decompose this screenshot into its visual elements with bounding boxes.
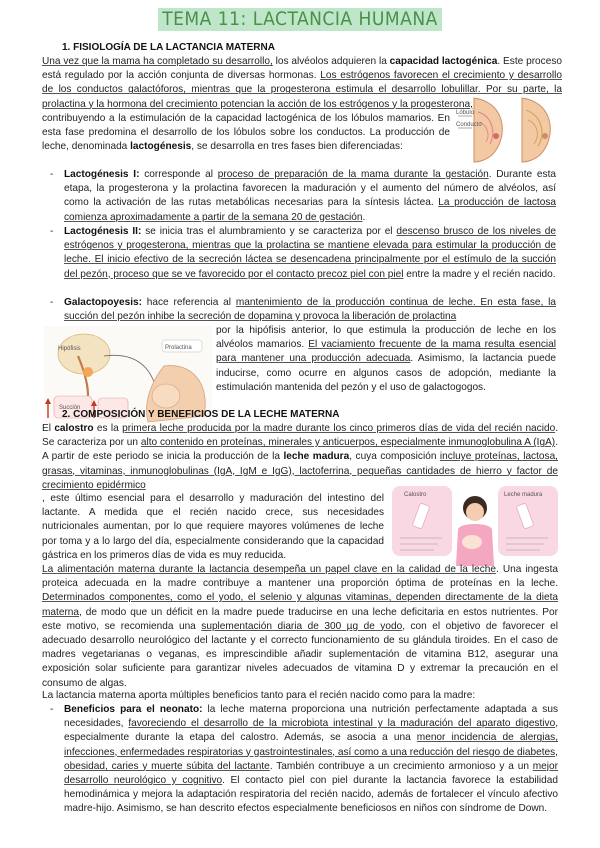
section-2-paragraph-1-bottom: , este último esencial para el desarrollo y maduración del intestino del lactante. A medida que el recién nacido crece, sus necesidades nutricionales aumentan, por lo que requiere mayores volúmenes de leche por toma y a lo largo del día, especialmente considerando que la capacidad gástrica en los primeros días de vida es muy reducida. <box>42 493 384 561</box>
list-dash: - <box>50 704 54 715</box>
list-item-lactogenesis-2: Lactogénesis II: se inicia tras el alumbramiento y se caracteriza por el descenso brusco de los niveles de estrógenos y progesterona, mientras que la prolactina se mantiene elevada para estimular la producción de leche. El inicio efectivo de la secreción láctea se desencadena principalmente por el estímulo de la succión del pezón, proceso que se ve favorecido por el contacto precoz piel con piel entre la madre y el recién nacido. <box>64 226 556 280</box>
list-item-lactogenesis-1: Lactogénesis I: corresponde al proceso de preparación de la mama durante la gestación. Durante esta etapa, la progesterona y la prolactina favorecen la maduración y el aumento del número de alvéolos, así como la activación de las rutas metabólicas necesarias para la síntesis láctea. La producción de lactosa comienza aproximadamente a partir de la semana 20 de gestación. <box>64 169 557 223</box>
breast-anatomy-illustration <box>456 92 562 166</box>
list-dash: - <box>50 226 54 237</box>
figure-label-succion: Succión <box>59 405 81 411</box>
figure-label-leche-madura: Leche madura <box>504 492 543 498</box>
section-2-paragraph-2: La alimentación materna durante la lactancia desempeña un papel clave en la calidad de la leche. Una ingesta proteica adecuada en la madre contribuye a mantener una proporción óptima de proteínas en la leche. Determinados componentes, como el yodo, el selenio y algunas vitaminas, dependen directamente de la dieta materna, de modo que un déficit en la madre puede traducirse en una leche deficitaria en estos nutrientes. Por este motivo, se recomienda una suplementación diaria de 300 µg de yodo, con el objetivo de favorecer el adecuado desarrollo neurológico del lactante y el correcto funcionamiento de su glándula tiroides. En el caso de madres vegetarianas o veganas, es imprescindible añadir suplementación de vitamina B12, asegurar una exposición solar suficiente para garantizar niveles adecuados de vitamina D y extremar la precaución en el consumo de algas. <box>42 564 558 689</box>
list-item-galactopoyesis-top: Galactopoyesis: hace referencia al mantenimiento de la producción continua de leche. En esta fase, la succión del pezón inhibe la secreción de dopamina y provoca la liberación de prolactina <box>64 297 556 323</box>
breast-anatomy-figure <box>456 92 562 166</box>
figure-label-conducto: Conducto <box>456 122 482 128</box>
list-dash: - <box>50 297 54 308</box>
intro-hormones-text: Los estrógenos favorecen el crecimiento y desarrollo de los conductos galactóforos, mientras que la progesterona estimula el desarrollo lobulillar. Por su parte, la prolactina y la hormona del crecimiento potencian la acción de los estrógenos y la progesterona, <box>42 70 562 110</box>
list-item-galactopoyesis-bottom: por la hipófisis anterior, lo que estimula la producción de leche en los alvéolos mamarios. El vaciamiento frecuente de la mama resulta esencial para mantener una producción adecuada. Asimismo, la lactancia puede inducirse, como ocurre en algunos casos de adopción, mediante la estimulación mantenida del pezón y el uso de galactogogos. <box>216 325 556 393</box>
section-2-heading: 2. COMPOSICIÓN Y BENEFICIOS DE LA LECHE MATERNA <box>62 409 340 420</box>
figure-label-hipofisis: Hipófisis <box>58 346 81 352</box>
section-2-paragraph-1-top: El calostro es la primera leche producida por la madre durante los cinco primeros días de vida del recién nacido. Se caracteriza por un alto contenido en proteínas, minerales y anticuerpos, especialmente inmunoglobulina A (IgA). A partir de este periodo se inicia la producción de la leche madura, cuya composición incluye proteínas, lactosa, grasas, vitaminas, inmunoglobulinas (IgA, IgM e IgG), lactoferrina, pequeñas cantidades de hierro y factor de crecimiento epidérmico <box>42 423 559 491</box>
list-item-beneficios-neonato: Beneficios para el neonato: la leche materna proporciona una nutrición perfectamente adaptada a sus necesidades, favoreciendo el desarrollo de la microbiota intestinal y la maduración del aparato digestivo, especialmente durante la etapa del calostro. Además, se asocia a una menor incidencia de alergias, infecciones, enfermedades respiratorias y gastrointestinales, así como a una reducción del riesgo de diabetes, obesidad, caries y muerte súbita del lactante. También contribuye a un crecimiento armonioso y a un mejor desarrollo neurológico y cognitivo. El contacto piel con piel durante la lactancia favorece la estabilidad hemodinámica y mejora la adaptación respiratoria del recién nacido, además de fortalecer el vínculo afectivo madre-hijo. Asimismo, se han descrito efectos especialmente beneficiosos en niños con síndrome de Down. <box>64 704 559 815</box>
section-1-intro-bottom: contribuyendo a la estimulación de la capacidad lactogénica de los lóbulos mamarios. En esta fase predomina el desarrollo de los lóbulos sobre los conductos. La producción de leche, denominada lactogénesis, se desarrolla en tres fases bien diferenciadas: <box>42 113 450 153</box>
figure-label-prolactina: Prolactina <box>165 345 192 351</box>
list-dash: - <box>50 169 54 180</box>
milk-types-figure <box>392 486 558 566</box>
milk-types-illustration <box>392 486 558 566</box>
section-2-paragraph-3: La lactancia materna aporta múltiples beneficios tanto para el recién nacido como para la madre: <box>42 690 476 701</box>
page-title: TEMA 11: LACTANCIA HUMANA <box>0 8 600 30</box>
figure-label-lobulo: Lóbulo <box>456 110 475 116</box>
figure-label-calostro: Calostro <box>404 492 427 498</box>
section-1-heading: 1. FISIOLOGÍA DE LA LACTANCIA MATERNA <box>62 42 275 53</box>
section-1-intro-top: Una vez que la mama ha completado su desarrollo, los alvéolos adquieren la capacidad lactogénica. Este proceso está regulado por la acción conjunta de diversas hormonas. Los estrógenos favorecen el crecimiento y desarrollo de los conductos galactóforos, mientras que la progesterona estimula el desarrollo lobulillar. Por su parte, la prolactina y la hormona del crecimiento potencian la acción de los estrógenos y la progesterona, <box>42 56 562 110</box>
